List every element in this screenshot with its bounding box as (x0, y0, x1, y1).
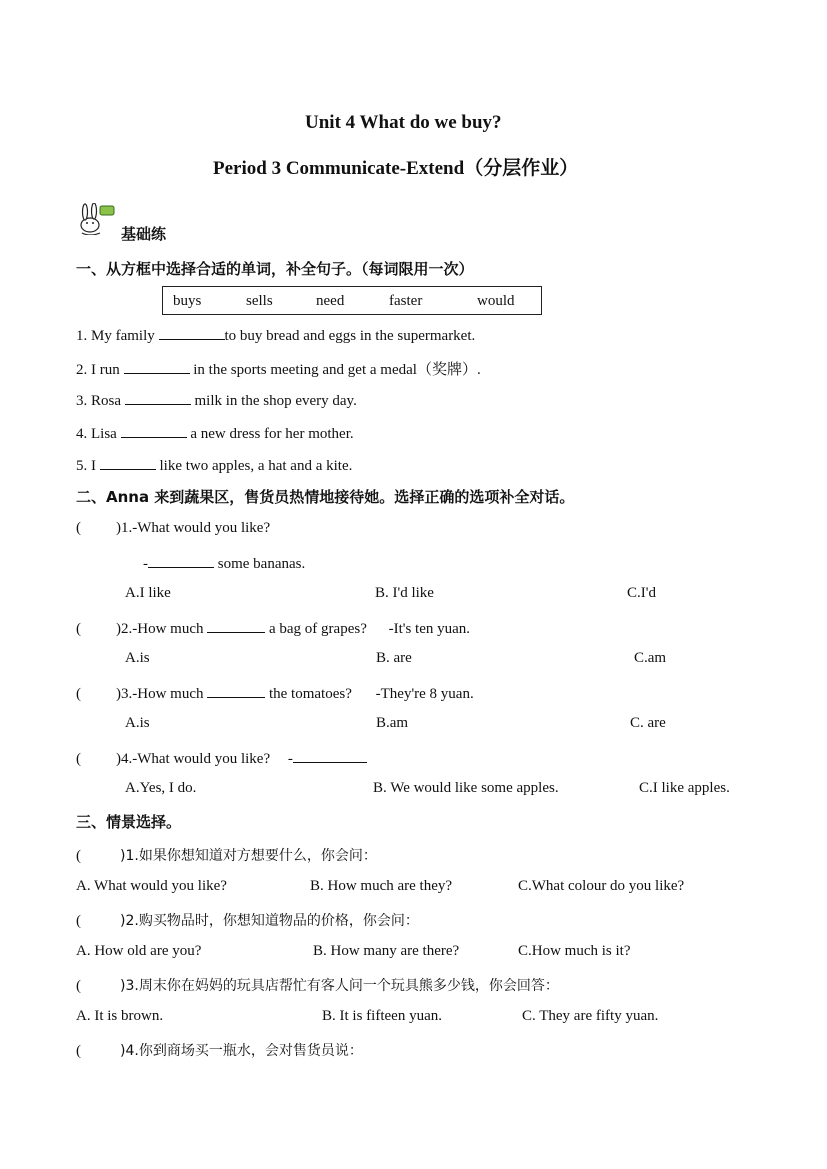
option-b: B. How many are there? (313, 943, 460, 959)
option-c: C. They are fifty yuan. (522, 1008, 659, 1024)
answer-paren[interactable]: ( (76, 978, 81, 994)
word-item: would (477, 293, 515, 309)
page-title: Unit 4 What do we buy? (305, 112, 502, 133)
option-a: A.is (125, 650, 150, 666)
answer-paren[interactable]: ( (76, 686, 81, 702)
option-b: B. How much are they? (310, 878, 453, 894)
word-item: buys (173, 293, 202, 309)
answer-blank[interactable] (159, 325, 225, 340)
level-label: 基础练 (121, 225, 167, 243)
question-3-1: ( )1.如果你想知道对方想要什么，你会问： (76, 848, 377, 864)
part1-heading: 一、从方框中选择合适的单词，补全句子。（每词限用一次） (76, 260, 474, 278)
question-3-4: ( )4.你到商场买一瓶水，会对售货员说： (76, 1043, 363, 1059)
page-subtitle: Period 3 Communicate-Extend（分层作业） (213, 158, 579, 179)
answer-line-2-1: - some bananas. (143, 553, 305, 573)
option-a: A. What would you like? (76, 878, 227, 894)
option-a: A. How old are you? (76, 943, 202, 959)
option-c: C.am (634, 650, 667, 666)
option-c: C.I'd (627, 585, 656, 601)
word-item: sells (246, 293, 273, 309)
option-c: C.How much is it? (518, 943, 631, 959)
answer-paren[interactable]: ( (76, 621, 81, 637)
option-a: A.is (125, 715, 150, 731)
sentence-3: 3. Rosa milk in the shop every day. (76, 390, 357, 410)
answer-paren[interactable]: ( (76, 913, 81, 929)
answer-blank[interactable] (207, 618, 265, 633)
question-2-4: ( )4.-What would you like? - (76, 748, 367, 768)
answer-blank[interactable] (148, 553, 214, 568)
option-a: A. It is brown. (76, 1008, 164, 1024)
option-c: C. are (630, 715, 666, 731)
word-item: need (316, 293, 345, 309)
question-3-3: ( )3.周末你在妈妈的玩具店帮忙有客人问一个玩具熊多少钱，你会回答： (76, 978, 559, 994)
answer-blank[interactable] (100, 455, 156, 470)
answer-paren[interactable]: ( (76, 520, 81, 536)
answer-paren[interactable]: ( (76, 848, 81, 864)
answer-paren[interactable]: ( (76, 751, 81, 767)
answer-blank[interactable] (121, 423, 187, 438)
sentence-2: 2. I run in the sports meeting and get a medal（奖牌）. (76, 358, 481, 379)
option-b: B. I'd like (375, 585, 434, 601)
option-c: C.I like apples. (639, 780, 730, 796)
sentence-5: 5. I like two apples, a hat and a kite. (76, 455, 352, 475)
option-c: C.What colour do you like? (518, 878, 685, 894)
rabbit-mascot-icon (76, 203, 116, 235)
answer-blank[interactable] (124, 359, 190, 374)
option-b: B. We would like some apples. (373, 780, 559, 796)
question-2-1: ( )1.-What would you like? (76, 520, 271, 536)
answer-blank[interactable] (293, 748, 367, 763)
word-box (162, 286, 542, 315)
sentence-1: 1. My family to buy bread and eggs in the supermarket. (76, 325, 475, 345)
part2-heading: 二、Anna 来到蔬果区，售货员热情地接待她。选择正确的选项补全对话。 (76, 488, 575, 506)
answer-paren[interactable]: ( (76, 1043, 81, 1059)
answer-blank[interactable] (125, 390, 191, 405)
part3-heading: 三、情景选择。 (76, 813, 182, 831)
option-a: A.I like (125, 585, 171, 601)
word-item: faster (389, 293, 423, 309)
option-a: A.Yes, I do. (125, 780, 197, 796)
question-2-2: ( )2.-How much a bag of grapes? -It's ten yuan. (76, 618, 470, 638)
option-b: B. are (376, 650, 412, 666)
option-b: B. It is fifteen yuan. (322, 1008, 442, 1024)
option-b: B.am (376, 715, 409, 731)
question-2-3: ( )3.-How much the tomatoes? -They're 8 yuan. (76, 683, 474, 703)
question-3-2: ( )2.购买物品时，你想知道物品的价格，你会问： (76, 913, 419, 929)
sentence-4: 4. Lisa a new dress for her mother. (76, 423, 354, 443)
answer-blank[interactable] (207, 683, 265, 698)
